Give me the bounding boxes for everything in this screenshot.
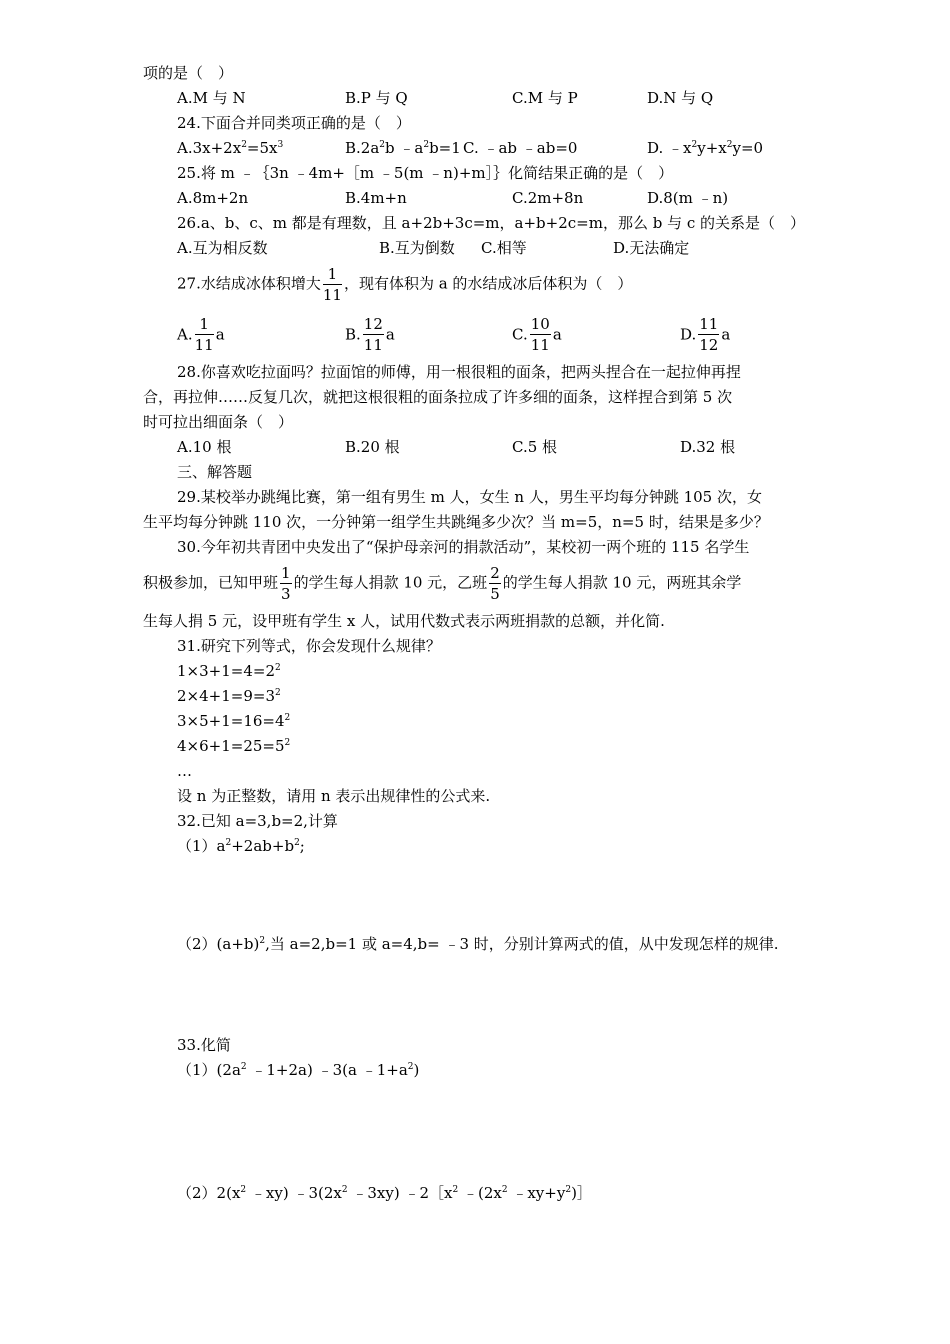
option-b: B. $\frac{12}{11}$ a xyxy=(345,315,395,354)
question-31-ask: 设 n 为正整数，请用 n 表示出规律性的公式来. xyxy=(177,787,491,805)
question-24-stem: 24.下面合并同类项正确的是（ ） xyxy=(177,114,411,132)
question-26-options xyxy=(0,238,950,262)
question-32-part-2: $(2)(a+b)^2$,当 a=2,b=1 或 a=4,b= ﹣3 时，分别计算两式的值，从中发现怎样的规律. xyxy=(177,935,779,953)
equation: $1\times 3+1=4=2^2$ xyxy=(177,662,281,680)
section-title: 三、解答题 xyxy=(177,463,253,481)
question-30-line-1: 30.今年初共青团中央发出了“保护母亲河的捐款活动”，某校初一两个班的 115 名学生 xyxy=(177,538,750,556)
question-28-line-2: 合，再拉伸……反复几次，就把这根很粗的面条拉成了许多细的面条，这样捏合到第 5 次 xyxy=(143,388,733,406)
option-c: C.M 与 P xyxy=(512,89,578,107)
fraction: $\frac{2}{5}$ xyxy=(490,564,500,603)
question-31-stem: 31.研究下列等式，你会发现什么规律？ xyxy=(177,637,441,655)
option-c: C.相等 xyxy=(481,239,527,257)
question-29-line-1: 29.某校举办跳绳比赛，第一组有男生 m 人，女生 n 人，男生平均每分钟跳 105 次，女 xyxy=(177,488,762,506)
equation: $3\times 5+1=16=4^2$ xyxy=(177,712,291,730)
question-28-line-1: 28.你喜欢吃拉面吗？拉面馆的师傅，用一根很粗的面条，把两头捏合在一起拉伸再捏 xyxy=(177,363,741,381)
option-a: A.8m+2n xyxy=(177,189,249,207)
option-b: B.4m+n xyxy=(345,189,407,207)
option-c: C.5 根 xyxy=(512,438,558,456)
question-28-options xyxy=(0,437,950,461)
option-b: B.P 与 Q xyxy=(345,89,408,107)
option-d: D. $﹣x^2y+x^2y=0$ xyxy=(647,139,764,157)
option-b: B.20 根 xyxy=(345,438,400,456)
question-27-options xyxy=(0,314,950,358)
option-d: D. $\frac{11}{12}$ a xyxy=(680,315,731,354)
question-23-stem-tail: 项的是（ ） xyxy=(143,64,234,82)
option-b: B.互为倒数 xyxy=(379,239,455,257)
question-25-options xyxy=(0,188,950,212)
question-33-part-2: $(2)2(x^2$ ﹣xy) $﹣3(2x^2$ ﹣3xy) $﹣2[x^2$ $﹣(2x^2$ $﹣xy+y^2)]$ xyxy=(177,1184,592,1202)
option-c: C.2m+8n xyxy=(512,189,584,207)
fraction: $\frac{1}{3}$ xyxy=(281,564,291,603)
equation: $4\times 6+1=25=5^2$ xyxy=(177,737,291,755)
question-30-line-2: 积极参加，已知甲班 $\frac{1}{3}$ 的学生每人捐款 10 元，乙班 $\frac{2}{5}$ 的学生每人捐款 10 元，两班其余学 xyxy=(143,564,742,603)
question-24-options xyxy=(0,138,950,162)
option-a: $A.3x+2x^2=5x^3$ xyxy=(177,139,284,157)
question-33-stem: 33.化简 xyxy=(177,1036,231,1054)
option-a: A.10 根 xyxy=(177,438,232,456)
option-d: D.8(m ﹣n) xyxy=(647,189,729,207)
question-32-part-1: $(1)a^2+2ab+b^2$; xyxy=(177,837,305,855)
ellipsis: … xyxy=(177,762,192,780)
question-23-options xyxy=(0,88,950,112)
question-32-stem: 32.已知 a=3,b=2,计算 xyxy=(177,812,338,830)
option-a: A.互为相反数 xyxy=(177,239,268,257)
option-b: $B.2a^2b$ $﹣a^2b=1$ xyxy=(345,139,461,157)
fraction: $\frac{1}{11}$ xyxy=(322,265,342,304)
option-c: C. $\frac{10}{11}$ a xyxy=(512,315,562,354)
question-26-stem: 26.a、b、c、m 都是有理数，且 a+2b+3c=m，a+b+2c=m，那么 b 与 c 的关系是（ ） xyxy=(177,214,806,232)
option-d: D.32 根 xyxy=(680,438,736,456)
option-d: D.无法确定 xyxy=(613,239,690,257)
option-a: A. $\frac{1}{11}$ a xyxy=(177,315,225,354)
question-28-line-3: 时可拉出细面条（ ） xyxy=(143,413,294,431)
option-c: C. ﹣ab ﹣ab=0 xyxy=(463,139,578,157)
option-d: D.N 与 Q xyxy=(647,89,714,107)
question-29-line-2: 生平均每分钟跳 110 次，一分钟第一组学生共跳绳多少次？当 m=5，n=5 时，结果是多少？ xyxy=(143,513,769,531)
question-30-line-3: 生每人捐 5 元，设甲班有学生 x 人，试用代数式表示两班捐款的总额，并化简. xyxy=(143,612,665,630)
question-25-stem: 25.将 m ﹣｛3n ﹣4m+［m ﹣5(m ﹣n)+m］｝化简结果正确的是（ ） xyxy=(177,164,674,182)
question-33-part-1: $(1)(2a^2$ ﹣1+2a) ﹣3(a $﹣1+a^2$) xyxy=(177,1061,420,1079)
equation: $2\times 4+1=9=3^2$ xyxy=(177,687,281,705)
question-27-stem: 27.水结成冰体积增大 $\frac{1}{11}$ ，现有体积为 a 的水结成冰后体积为（ ） xyxy=(177,265,633,304)
option-a: A.M 与 N xyxy=(177,89,246,107)
